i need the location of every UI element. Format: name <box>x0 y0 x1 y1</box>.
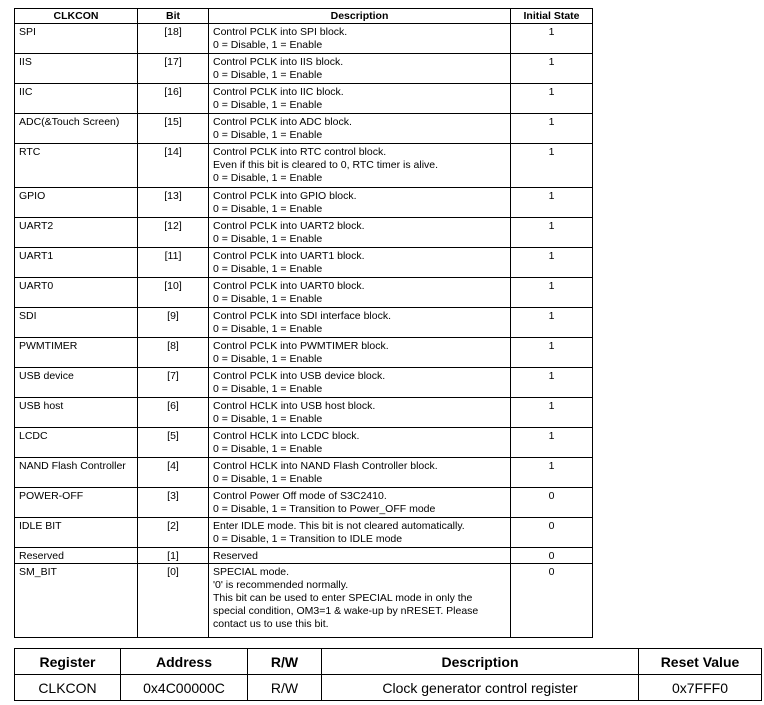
bit-index: [6] <box>138 398 209 428</box>
initial-state: 0 <box>511 548 593 564</box>
register-name: CLKCON <box>15 675 121 701</box>
field-description <box>209 24 511 54</box>
field-name: UART2 <box>15 218 138 248</box>
description-line: 0 = Disable, 1 = Enable <box>213 323 323 335</box>
field-description <box>209 308 511 338</box>
register-table-header <box>15 649 762 675</box>
description-line: Control PCLK into GPIO block. <box>213 190 357 202</box>
field-name: ADC(&Touch Screen) <box>15 114 138 144</box>
register-description: Clock generator control register <box>322 675 639 701</box>
field-description <box>209 278 511 308</box>
initial-state: 1 <box>511 458 593 488</box>
clkcon-bit-table <box>14 8 593 638</box>
initial-state: 1 <box>511 428 593 458</box>
table-row <box>15 398 593 428</box>
initial-state: 1 <box>511 248 593 278</box>
description-line: contact us to use this bit. <box>213 618 329 630</box>
initial-state: 1 <box>511 368 593 398</box>
register-summary-table <box>14 648 762 701</box>
table-row <box>15 248 593 278</box>
register-address: 0x4C00000C <box>121 675 248 701</box>
field-name: SDI <box>15 308 138 338</box>
description-line: Control PCLK into USB device block. <box>213 370 386 382</box>
description-line: 0 = Disable, 1 = Enable <box>213 383 323 395</box>
description-line: Control PCLK into UART0 block. <box>213 280 365 292</box>
table-row <box>15 308 593 338</box>
description-line: Control PCLK into IIS block. <box>213 56 344 68</box>
table-row <box>15 218 593 248</box>
table-row <box>15 24 593 54</box>
description-line: Control PCLK into IIC block. <box>213 86 344 98</box>
description-line: SPECIAL mode. <box>213 566 290 578</box>
field-name: USB device <box>15 368 138 398</box>
description-line: This bit can be used to enter SPECIAL mode in only the <box>213 592 473 604</box>
bit-index: [16] <box>138 84 209 114</box>
initial-state: 1 <box>511 308 593 338</box>
header-register: Register <box>15 649 121 675</box>
header-bit: Bit <box>138 9 209 24</box>
field-description <box>209 458 511 488</box>
header-description: Description <box>209 9 511 24</box>
description-line: 0 = Disable, 1 = Enable <box>213 203 323 215</box>
register-reset-value: 0x7FFF0 <box>639 675 762 701</box>
field-name: SPI <box>15 24 138 54</box>
table-row <box>15 368 593 398</box>
description-line: Control Power Off mode of S3C2410. <box>213 490 387 502</box>
description-line: Control PCLK into ADC block. <box>213 116 352 128</box>
field-name: NAND Flash Controller <box>15 458 138 488</box>
field-description <box>209 218 511 248</box>
initial-state: 0 <box>511 488 593 518</box>
header-clkcon: CLKCON <box>15 9 138 24</box>
field-name: UART0 <box>15 278 138 308</box>
bit-index: [5] <box>138 428 209 458</box>
table-row <box>15 278 593 308</box>
description-line: Control HCLK into NAND Flash Controller block. <box>213 460 438 472</box>
description-line: 0 = Disable, 1 = Enable <box>213 263 323 275</box>
description-line: Control PCLK into UART1 block. <box>213 250 365 262</box>
initial-state: 1 <box>511 84 593 114</box>
header-initial-state: Initial State <box>511 9 593 24</box>
description-line: 0 = Disable, 1 = Enable <box>213 473 323 485</box>
bit-index: [17] <box>138 54 209 84</box>
header-address: Address <box>121 649 248 675</box>
bit-index: [18] <box>138 24 209 54</box>
table-row <box>15 84 593 114</box>
field-name: USB host <box>15 398 138 428</box>
field-name: SM_BIT <box>15 564 138 638</box>
description-line: 0 = Disable, 1 = Transition to IDLE mode <box>213 533 403 545</box>
description-line: Control PCLK into SDI interface block. <box>213 310 391 322</box>
header-rw: R/W <box>248 649 322 675</box>
bit-index: [10] <box>138 278 209 308</box>
initial-state: 0 <box>511 564 593 638</box>
table-row <box>15 338 593 368</box>
field-description <box>209 428 511 458</box>
bit-index: [12] <box>138 218 209 248</box>
field-name: IIC <box>15 84 138 114</box>
description-line: Control PCLK into PWMTIMER block. <box>213 340 389 352</box>
initial-state: 1 <box>511 278 593 308</box>
description-line: special condition, OM3=1 & wake-up by nRESET. Please <box>213 605 479 617</box>
field-description <box>209 368 511 398</box>
bit-index: [2] <box>138 518 209 548</box>
field-name: LCDC <box>15 428 138 458</box>
description-line: Enter IDLE mode. This bit is not cleared automatically. <box>213 520 465 532</box>
field-description <box>209 248 511 278</box>
description-line: Even if this bit is cleared to 0, RTC timer is alive. <box>213 159 439 171</box>
field-description <box>209 548 511 564</box>
field-description <box>209 84 511 114</box>
table-row <box>15 518 593 548</box>
description-line: 0 = Disable, 1 = Enable <box>213 233 323 245</box>
table-row <box>15 488 593 518</box>
field-description <box>209 564 511 638</box>
description-line: Reserved <box>213 550 258 562</box>
description-line: Control PCLK into SPI block. <box>213 26 348 38</box>
table-row <box>15 428 593 458</box>
field-name: POWER-OFF <box>15 488 138 518</box>
field-description <box>209 188 511 218</box>
description-line: 0 = Disable, 1 = Enable <box>213 129 323 141</box>
description-line: '0' is recommended normally. <box>213 579 349 591</box>
table-row <box>15 458 593 488</box>
register-row <box>15 675 762 701</box>
bit-index: [14] <box>138 144 209 188</box>
header-register-description: Description <box>322 649 639 675</box>
field-description <box>209 518 511 548</box>
initial-state: 1 <box>511 338 593 368</box>
field-name: PWMTIMER <box>15 338 138 368</box>
description-line: 0 = Disable, 1 = Enable <box>213 293 323 305</box>
header-reset-value: Reset Value <box>639 649 762 675</box>
bit-index: [0] <box>138 564 209 638</box>
bit-index: [4] <box>138 458 209 488</box>
description-line: 0 = Disable, 1 = Enable <box>213 413 323 425</box>
description-line: 0 = Disable, 1 = Enable <box>213 172 323 184</box>
field-description <box>209 488 511 518</box>
initial-state: 1 <box>511 24 593 54</box>
initial-state: 1 <box>511 398 593 428</box>
bit-index: [11] <box>138 248 209 278</box>
initial-state: 0 <box>511 518 593 548</box>
field-name: Reserved <box>15 548 138 564</box>
bit-index: [13] <box>138 188 209 218</box>
description-line: 0 = Disable, 1 = Enable <box>213 353 323 365</box>
table-row <box>15 188 593 218</box>
table-row <box>15 114 593 144</box>
initial-state: 1 <box>511 188 593 218</box>
description-line: Control PCLK into RTC control block. <box>213 146 387 158</box>
description-line: 0 = Disable, 1 = Transition to Power_OFF mode <box>213 503 436 515</box>
description-line: Control HCLK into USB host block. <box>213 400 376 412</box>
initial-state: 1 <box>511 54 593 84</box>
bit-index: [8] <box>138 338 209 368</box>
field-name: IIS <box>15 54 138 84</box>
bit-index: [7] <box>138 368 209 398</box>
field-name: RTC <box>15 144 138 188</box>
bit-index: [3] <box>138 488 209 518</box>
description-line: 0 = Disable, 1 = Enable <box>213 443 323 455</box>
table-row <box>15 564 593 638</box>
bit-index: [9] <box>138 308 209 338</box>
description-line: 0 = Disable, 1 = Enable <box>213 99 323 111</box>
table-row <box>15 548 593 564</box>
field-name: UART1 <box>15 248 138 278</box>
description-line: 0 = Disable, 1 = Enable <box>213 39 323 51</box>
description-line: Control HCLK into LCDC block. <box>213 430 360 442</box>
register-rw: R/W <box>248 675 322 701</box>
table-row <box>15 54 593 84</box>
bit-table-header <box>15 9 593 24</box>
field-description <box>209 54 511 84</box>
field-name: IDLE BIT <box>15 518 138 548</box>
field-description <box>209 144 511 188</box>
initial-state: 1 <box>511 218 593 248</box>
bit-index: [1] <box>138 548 209 564</box>
field-description <box>209 114 511 144</box>
initial-state: 1 <box>511 144 593 188</box>
field-description <box>209 338 511 368</box>
description-line: Control PCLK into UART2 block. <box>213 220 365 232</box>
description-line: 0 = Disable, 1 = Enable <box>213 69 323 81</box>
bit-index: [15] <box>138 114 209 144</box>
table-row <box>15 144 593 188</box>
initial-state: 1 <box>511 114 593 144</box>
field-description <box>209 398 511 428</box>
field-name: GPIO <box>15 188 138 218</box>
